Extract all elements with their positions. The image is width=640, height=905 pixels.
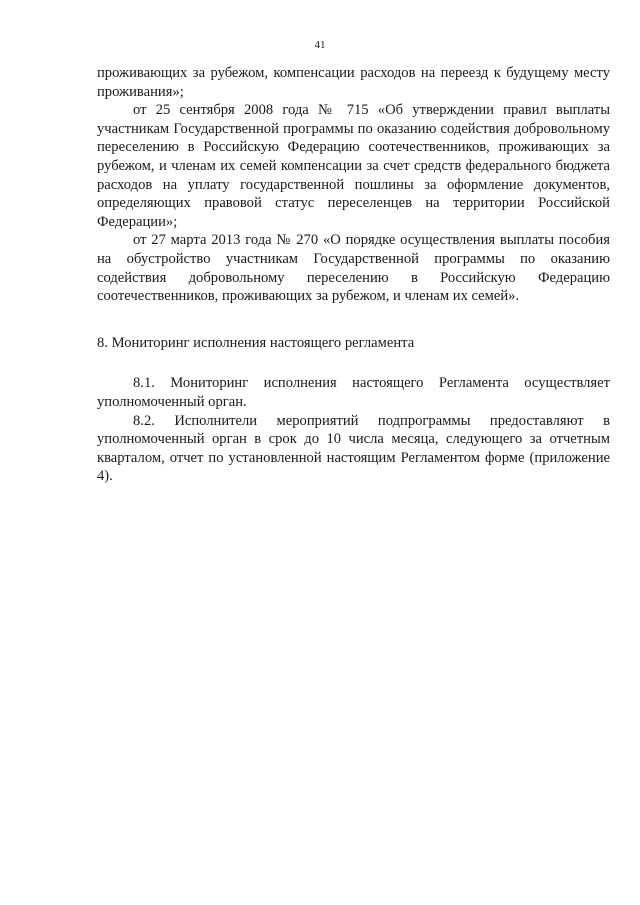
paragraph-decree-715: от 25 сентября 2008 года № 715 «Об утверждении правил выплаты участникам Государственной программы по оказанию содействия добровольному переселению в Российскую Федерацию соотечественников, проживающих за рубежом, и членам их семей компенсации за счет средств федерального бюджета расходов на уплату государственной пошлины за оформление документов, определяющих правовой статус переселенцев на территории Российской Федерации»; <box>97 102 610 230</box>
document-body <box>97 64 610 486</box>
section-heading: 8. Мониторинг исполнения настоящего регламента <box>97 334 415 351</box>
paragraph-continuation: проживающих за рубежом, компенсации расходов на переезд к будущему месту проживания»; <box>97 65 610 100</box>
section-item-8-2: 8.2. Исполнители мероприятий подпрограммы предоставляют в уполномоченный орган в срок до 10 числа месяца, следующего за отчетным кварталом, отчет по установленной настоящим Регламентом форме (приложение 4). <box>97 412 610 485</box>
page-number: 41 <box>314 39 326 51</box>
section-item-8-1: 8.1. Мониторинг исполнения настоящего Регламента осуществляет уполномоченный орган. <box>97 375 610 410</box>
paragraph-decree-270: от 27 марта 2013 года № 270 «О порядке осуществления выплаты пособия на обустройство участникам Государственной программы по оказанию содействия добровольному переселению в Российскую Федерацию соотечественников, проживающих за рубежом, и членам их семей». <box>97 232 610 305</box>
